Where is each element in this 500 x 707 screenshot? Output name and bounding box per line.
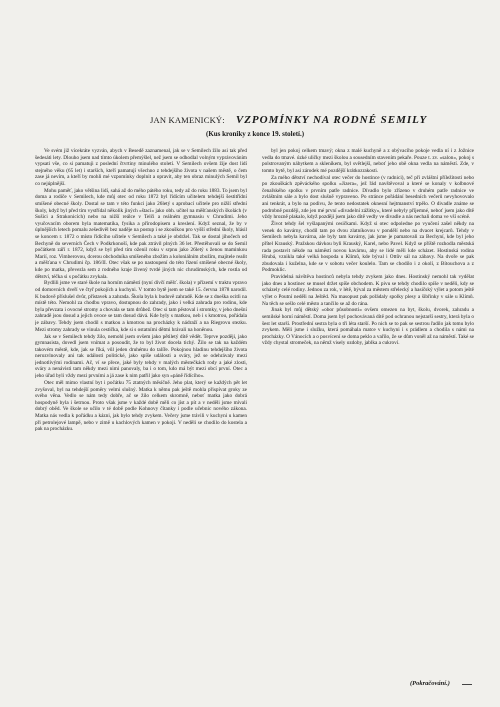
paragraph: Bydlili jsme ve staré škole na horním náměstí (nyní dívčí měšť. škola) v přízemí v traktu vpravo od domovních dveří ve čtyř pokojích a kuchyni. V tomto bytě jsem se také 15. června 1878 narodil. K budově příslušel dvůr, přístavek a zahrada. Škola byla k budově zahradě. Kde se z dneška ocitli na místě této. Nemohl za chodbu vpravo, dostupnou do zahrady, jako i velká zahrada pro rodinu, kde byla převzata i ovocné stromy a chovala se tam drůbež. Otec si tam pěstoval i stromky, v jeho dnešní zahradě jsou dosud a jejich ovoce se tam dosud dává. Kde byly s matkou, neb i s kmotrou, pořádala je zábavy. Tehdy jsem chodil s matkou a kmotrou na procházky k nádraží a na Riegrovu stezku. Mezi stromy zahrady se vinula cestička, kde si s ostatními dětmi hrávali na honěnou. (35, 280, 247, 333)
end-dash (462, 684, 472, 685)
paragraph: Otec měl mimo vlastní byt i počátku 75 ztatných měsíčně. Jeho plat, který se každých pět let zvyšoval, byl na tehdejší poměry velmi slušný. Matka k němu pak ještě mohla přispívat groky ze svého věna. Vedlo se nám tedy dobře, ač se žilo celkem skromně, neboť matka jako dobrá hospodyně byla i šetrnou. Proto však jsme v každé době měli co jíst a pít a v neděli jsme mívali dobrý oběd. Ve škole se učilo v té době podle Kohnovy čítanky i podle učebnic nového zákona. Matka nás vedla k pořádku a kázni, jak bylo tehdy zvykem. Večery jsme trávili v kuchyni u kamen při petrolejové lampě, nebo v zimě u kachlových kamen v pokoji. V neděli se chodilo do kostela a pak na procházku. (35, 379, 247, 433)
paragraph: byl jen pokoj celkem tmavý; okna z malé kuchyně a z obývacího pokoje vedla ní i z Jožnice vedla do tmavé. úzké uličky mezi školou a sousedním stavením pekaře. Pouze t. zv. »salon«, pokoj s polstrovaným nábytkem a skleníkem, byl světlejší, neboť jeho obě okna vedla na náměstí. Zde, v tomto bytě, byl asi zárodek mé pozdější krátkozrakosti. (262, 148, 474, 174)
article-subtitle: (Kus kroniky z konce 19. století.) (206, 130, 305, 138)
paragraph: Jinak byl můj dětský »obor působnosti« ovšem omezen na byt, školu, dvorek, zahradu a semilské horní náměstí. Doma jsem byl pochovávaná dítě pod ochranou nejstarší sestry, která byla o šest let starší. Prostřední sestra byla o tři léta starší. Po nich se to pak se sestrou řadilo jak tomu bylo zvykem. Měli jsme i služku, která pomáhala matce v kuchyni i s prádlem a chodila s námi na procházky. O Vánocích a o posvícení se doma peklo a vařilo, že se dům voněl až na náměstí. Také se vždy chystal stromeček, na němž visely ozdoby, jablka a cukroví. (262, 307, 474, 347)
paragraph: Ve svém již vícekráte vyzván, abych v Besedě zaznamenal, jak se v Semilech žilo asi tak před šedesáti lety. Dlouho jsem nad tímto úkolem přemýšlel, než jsem se odhodlal volným vyprávováním vypsati vše, co si pamatuji z poslední čtvrtiny minulého století. V Semilech ovšem žije dost lidí stejného věku (65 let) i starších, kteří pamatují všechno z tehdejšího života v našem městě, o čem zase já nevím, a kteří by mohli mé vzpomínky doplnit a opravit, aby ten obraz minulých Semil byl co nejúplnější. (35, 148, 247, 187)
paragraph: Pravidelná návštěva hostinců nebyla tehdy zvykem jako dnes. Hostinský nemohl tak vydělat jako dnes a hostinec se musel držet spíše obchodem. K pivu se tehdy chodilo spíše v neděli, kdy se scházely celé rodiny. Jednou za rok, v létě, býval za městem střelecký a hasičský výlet a potom ještě výlet o Poutní neděli na Ještěd. Na masopust pak pořádaly spolky plesy a šibřinky v sále u Klímů. Na těch se sešlo celé město a tančilo se až do rána. (262, 274, 474, 307)
right-column (262, 148, 474, 688)
author-name: JAN KAMENICKÝ: (150, 115, 225, 125)
paragraph: Za mého dětství nechodíval otec večer do hostince (v radnici), teč při zvláštní příležitosti nebo po zkouškách zpěváckého spolku »Jizera«, jež řád navštěvoval a které se konaly v kolbnové čenařského spolku v prvním patře radnice. Dívadlo bylo zřízeno v druhém patře radnice ve zvláštním sále a bylo dost slušně vypraveno. Po stránce pořádání besedních večerů nevyhovovalo ani tenkrát, a bylo na podivu, že tento nedostatek oknesní hejtmanství trpělo. O divadle známe se podrobně později, zde jen mé první »divadelní zážitky«, které nebyly příjemné, neboť jsem jako dítě vždy hrozně plakalo, když později jsem jako dítě vedly ve divadle a nás nechali doma ve vší scéně. (262, 174, 474, 221)
paragraph: Mohu paměť, jako většina lidí, sahá až do mého pátého roku, tedy až do roku 1883. To jsem byl doma a rodiče v Semilech, kde můj otec od roku 1872 byl řídícím učitelem tehdejší šestitřídní smíšené obecné školy. Dostal se tam v této funkci jako 26letý s aprobací učitele pro nižší střední školy, když byl před tím vystřídal několik jiných »štací« jako obh. učitel na měšťanských školách (v Sušici a Strakonicích) nebo na nižší reálce v Telči a reálném gymnasiu v Chrudimi. Jeho vyučovacím oborem byla matematika, fysika a přírodopisem a kreslení. Když seznal, že by v úplnějších letech pomalu zešedivěl bez naděje na postup i se zkouškou pro vyšší střední školy, hlásil se koncem r. 1872 o místo řídícího učitele v Semilech a také je obdržel. Tak se dostal jihočech od Bechyně do severních Čech v Podkrkonoší, kde pak ztrávil plných 36 let. Přestěhovali se do Semil počátkem září r. 1872, když se byl před tím oženil roku v srpnu jako 26letý s ženou maminkou Marií, roz. Vimberovou, dcerou obchodníka smíšeného zbožím a koloniálním zbožím, majitele realit a měšťana v Chrudimi čp. 186/II. Otec však se po nastoupení do této řízení smíšené obecné školy, kde po matka, převezla sem z rodného kraje živený tvrdé jiných nic chrudimských, kde rostla od dětství, téčka si s počátku zvykala. (35, 187, 247, 280)
continuation-note: (Pokračování.) (410, 680, 450, 687)
article-header (150, 114, 470, 126)
paragraph: Život tehdy šel vyšlapanými cesičkami. Když si otec odpoledne po vyučení zašel někdy na venek do kavárny, chodil tam po dvou zlatníkovou v pondělí nebo na dvacet krejcarů. Tehdy v Semilech nebyla kavárna, ale byly tam kavárny, jak jsme je pamatovali za Bechyní, kde byl jeho přítel Krauský. Pražskou dávkou byli Krauský, Karel, nebo Pavel. Když se příště rozhodla městská rada postavit někde na náměstí novou kavárnu, aby se lidé měli kde scházet. Hostinská rodina Hrubá, vznikla také velká hospoda u Klímů, kde býval i Ottův sál na zábavy. Na dvoře se pak zbudovala i kuželna, kde se v sobotu večer koulelo. Tam se chodilo i z okolí, z Bítouchova a z Podmoklic. (262, 221, 474, 274)
left-column (35, 148, 247, 688)
paragraph: Jak se v Semilech tehdy žilo, nemohl jsem ovšem jako pětiletý dítě vědět. Teprve později, jako gymnasista, dovedl jsem vnímat a posoudit, že to byl život docela tichý. Žilo se tak na každém takovém městě, kde, jak se říká, vůl jeden druhému do talíře. Pokojnou hladinu tehdejšího života nerozvlnovaly ani tak události politické, jako spíše události a sváry, jež se odehrávaly mezi jednotlivými rodinami. Ač, ví se přece, jaké byly tehdy v malých městečkách rody a jaké zlosti, sváry a nenávisti tam někdy mezi nimi panovaly, ba i o tom, kdo má být mezi obcí první. Otec a jeho úřad byli vždy mezi prvními a já zase k nim patřil jako syn »páně řídícího«. (35, 333, 247, 380)
article-title: VZPOMÍNKY NA RODNÉ SEMILY (235, 114, 428, 126)
